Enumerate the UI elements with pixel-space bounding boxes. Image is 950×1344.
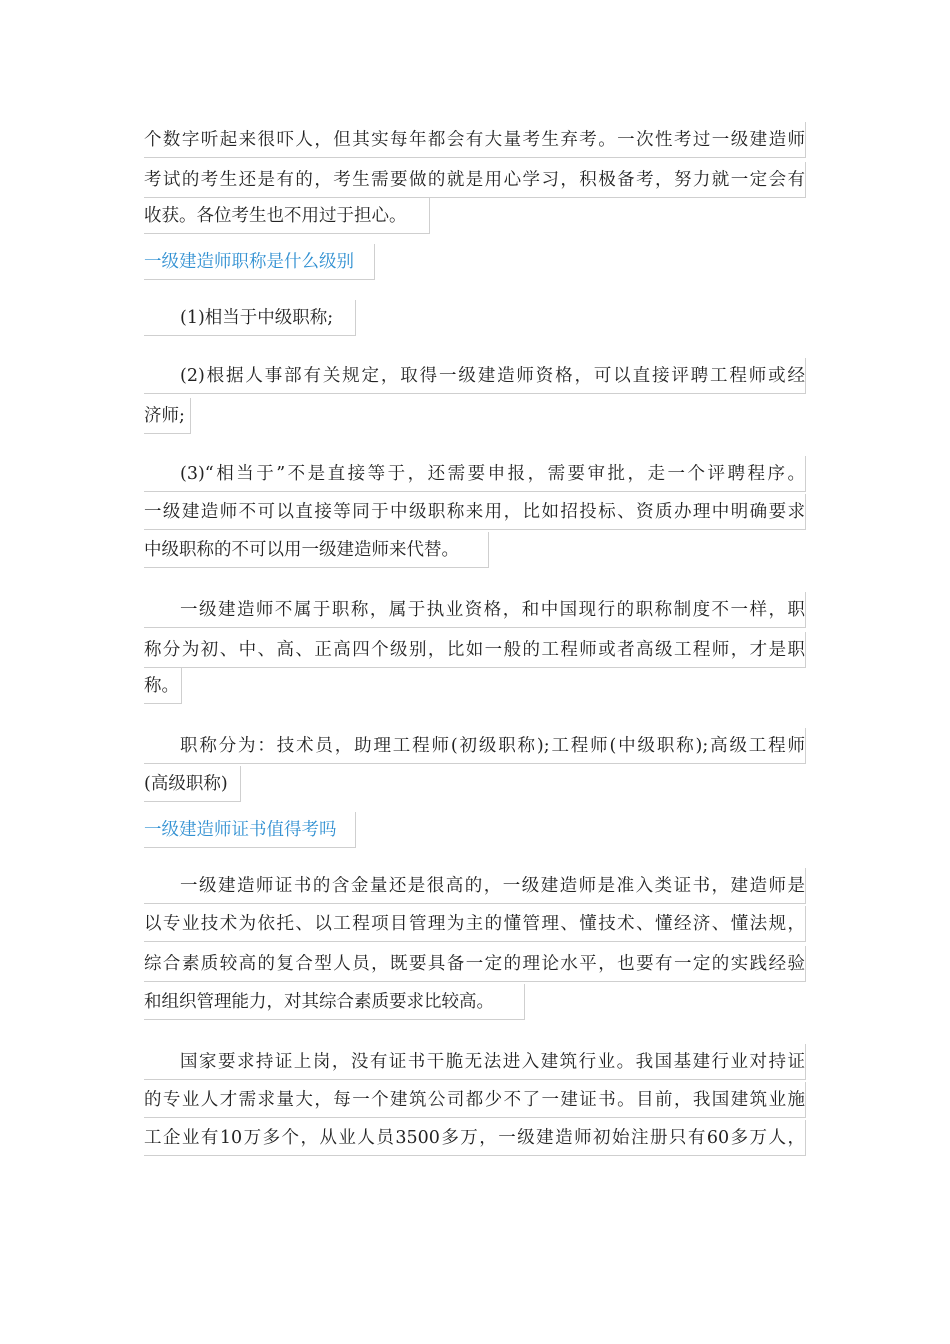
list-item: (3)“相当于”不是直接等于，还需要申报，需要审批，走一个评聘程序。	[144, 456, 806, 492]
paragraph-line: 济师;	[144, 398, 191, 434]
paragraph-line: 和组织管理能力，对其综合素质要求比较高。	[144, 984, 525, 1020]
paragraph-line: 称分为初、中、高、正高四个级别，比如一般的工程师或者高级工程师，才是职	[144, 632, 806, 668]
paragraph-line: 国家要求持证上岗，没有证书干脆无法进入建筑行业。我国基建行业对持证	[144, 1044, 806, 1080]
paragraph-line: 个数字听起来很吓人，但其实每年都会有大量考生弃考。一次性考过一级建造师	[144, 122, 806, 158]
paragraph-line: 收获。各位考生也不用过于担心。	[144, 198, 430, 234]
paragraph-line: 的专业人才需求量大，每一个建筑公司都少不了一建证书。目前，我国建筑业施	[144, 1082, 806, 1118]
section-heading: 一级建造师职称是什么级别	[144, 244, 375, 280]
paragraph-line: 职称分为：技术员，助理工程师(初级职称);工程师(中级职称);高级工程师	[144, 728, 806, 764]
paragraph-line: 一级建造师不属于职称，属于执业资格，和中国现行的职称制度不一样，职	[144, 592, 806, 628]
paragraph-line: 考试的考生还是有的，考生需要做的就是用心学习，积极备考，努力就一定会有	[144, 162, 806, 198]
list-item: (2)根据人事部有关规定，取得一级建造师资格，可以直接评聘工程师或经	[144, 358, 806, 394]
paragraph-line: 工企业有10万多个，从业人员3500多万，一级建造师初始注册只有60多万人，	[144, 1120, 806, 1156]
paragraph-line: (高级职称)	[144, 766, 241, 802]
paragraph-line: 以专业技术为依托、以工程项目管理为主的懂管理、懂技术、懂经济、懂法规，	[144, 906, 806, 942]
paragraph-line: 一级建造师证书的含金量还是很高的，一级建造师是准入类证书，建造师是	[144, 868, 806, 904]
list-item: (1)相当于中级职称;	[144, 300, 356, 336]
paragraph-line: 综合素质较高的复合型人员，既要具备一定的理论水平，也要有一定的实践经验	[144, 946, 806, 982]
paragraph-line: 中级职称的不可以用一级建造师来代替。	[144, 532, 489, 568]
paragraph-line: 一级建造师不可以直接等同于中级职称来用，比如招投标、资质办理中明确要求	[144, 494, 806, 530]
paragraph-line: 称。	[144, 668, 182, 704]
section-heading: 一级建造师证书值得考吗	[144, 812, 356, 848]
